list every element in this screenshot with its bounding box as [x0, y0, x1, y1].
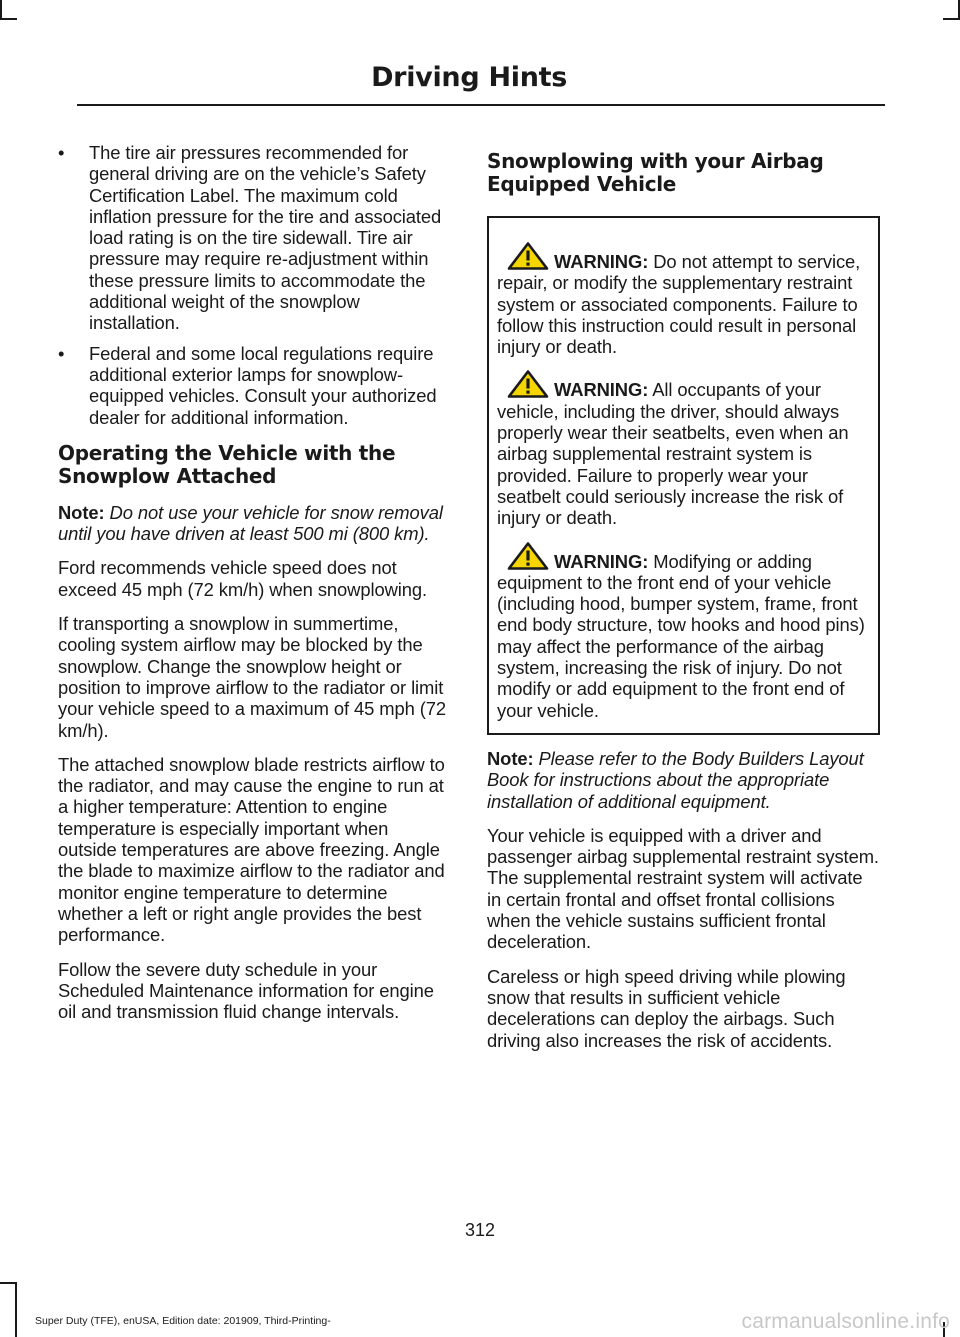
- crop-mark-top-left-h: [0, 18, 17, 20]
- warning-text: All occupants of your vehicle, including the driver, should always properly wear their seatbelts, even when an airbag supplemental restraint system is provided. Failure to properly wear your seatbelt could seriously increase the risk of injury or death.: [497, 379, 849, 529]
- body-paragraph: Follow the severe duty schedule in your Scheduled Maintenance information for engine oil and transmission fluid change intervals.: [58, 958, 434, 1023]
- left-column: [58, 142, 448, 1035]
- note-label: Note:: [58, 501, 105, 523]
- page-number: 312: [464, 1220, 496, 1240]
- crop-mark-bottom-left-h: [0, 1282, 17, 1284]
- body-paragraph: If transporting a snowplow in summertime, cooling system airflow may be blocked by the snowplow. Change the snowplow height or position to improve airflow to the radiator or limit your vehicle speed to a maximum of 45 mph (72 km/h).: [58, 613, 447, 741]
- warning-text: Do not attempt to service, repair, or modify the supplementary restraint system or associated components. Failure to follow this instruction could result in personal injury or death.: [497, 251, 861, 358]
- warning-item: [497, 542, 870, 721]
- crop-mark-top-right-h: [943, 18, 960, 20]
- warning-label: WARNING:: [554, 251, 649, 272]
- footer-edition-text: Super Duty (TFE), enUSA, Edition date: 201909, Third-Printing-: [35, 1315, 331, 1327]
- note-paragraph: [58, 502, 448, 545]
- section-heading-airbag: Snowplowing with your Airbag Equipped Vehicle: [487, 149, 824, 196]
- crop-mark-top-left: [0, 0, 2, 18]
- bullet-list: [58, 142, 448, 428]
- warning-item: [497, 242, 870, 357]
- note-text: Do not use your vehicle for snow removal until you have driven at least 500 mi (800 km).: [58, 501, 443, 545]
- page-header-title: Driving Hints: [371, 62, 567, 93]
- crop-mark-bottom-left: [15, 1282, 17, 1337]
- section-heading-operating: Operating the Vehicle with the Snowplow Attached: [58, 440, 396, 488]
- bullet-text: Federal and some local regulations require additional exterior lamps for snowplow-equipped vehicles. Consult your authorized dealer for additional information.: [89, 342, 437, 428]
- bullet-glyph: •: [58, 342, 65, 364]
- note-label: Note:: [487, 747, 534, 769]
- right-column: [487, 142, 880, 1064]
- warning-triangle-icon: [507, 242, 549, 270]
- watermark-text: carmanualsonline.info: [741, 1310, 950, 1333]
- warning-triangle-icon: [507, 370, 549, 398]
- body-paragraph: Ford recommends vehicle speed does not exceed 45 mph (72 km/h) when snowplowing.: [58, 557, 428, 600]
- warning-triangle-icon: [507, 542, 549, 570]
- bullet-text: The tire air pressures recommended for general driving are on the vehicle’s Safety Certification Label. The maximum cold inflation pressure for the tire and associated load rating is on the tire sidewall. Tire air pressure may require re-adjustment within these pressure limits to accommodate the additional weight of the snowplow installation.: [89, 142, 442, 334]
- body-paragraph: Your vehicle is equipped with a driver and passenger airbag supplemental restraint system. The supplemental restraint system will activate in certain frontal and offset frontal collisions when the vehicle sustains sufficient frontal deceleration.: [487, 824, 879, 953]
- body-paragraph: Careless or high speed driving while plowing snow that results in sufficient vehicle decelerations can deploy the airbags. Such driving also increases the risk of accidents.: [487, 965, 846, 1051]
- warning-text: Modifying or adding equipment to the front end of your vehicle (including hood, bumper system, frame, front end body structure, tow hooks and hood pins) may affect the performance of the airbag system, increasing the risk of injury. Do not modify or add equipment to the front end of your vehicle.: [497, 550, 865, 721]
- list-item: [58, 343, 448, 428]
- list-item: [58, 142, 448, 334]
- bullet-glyph: •: [58, 142, 65, 163]
- note-paragraph: [487, 748, 880, 812]
- note-text: Please refer to the Body Builders Layout Book for instructions about the appropriate installation of additional equipment.: [487, 747, 864, 812]
- warning-item: [497, 370, 870, 528]
- header-rule: [77, 104, 885, 106]
- warning-label: WARNING:: [554, 550, 649, 572]
- warning-label: WARNING:: [554, 379, 649, 401]
- warning-box: [487, 216, 880, 735]
- body-paragraph: The attached snowplow blade restricts airflow to the radiator, and may cause the engine to run at a higher temperature: Attention to engine temperature is especially important when outside temperatures are above freezing. Angle the blade to maximize airflow to the radiator and monitor engine temperature to determine whether a left or right angle provides the best performance.: [58, 753, 445, 946]
